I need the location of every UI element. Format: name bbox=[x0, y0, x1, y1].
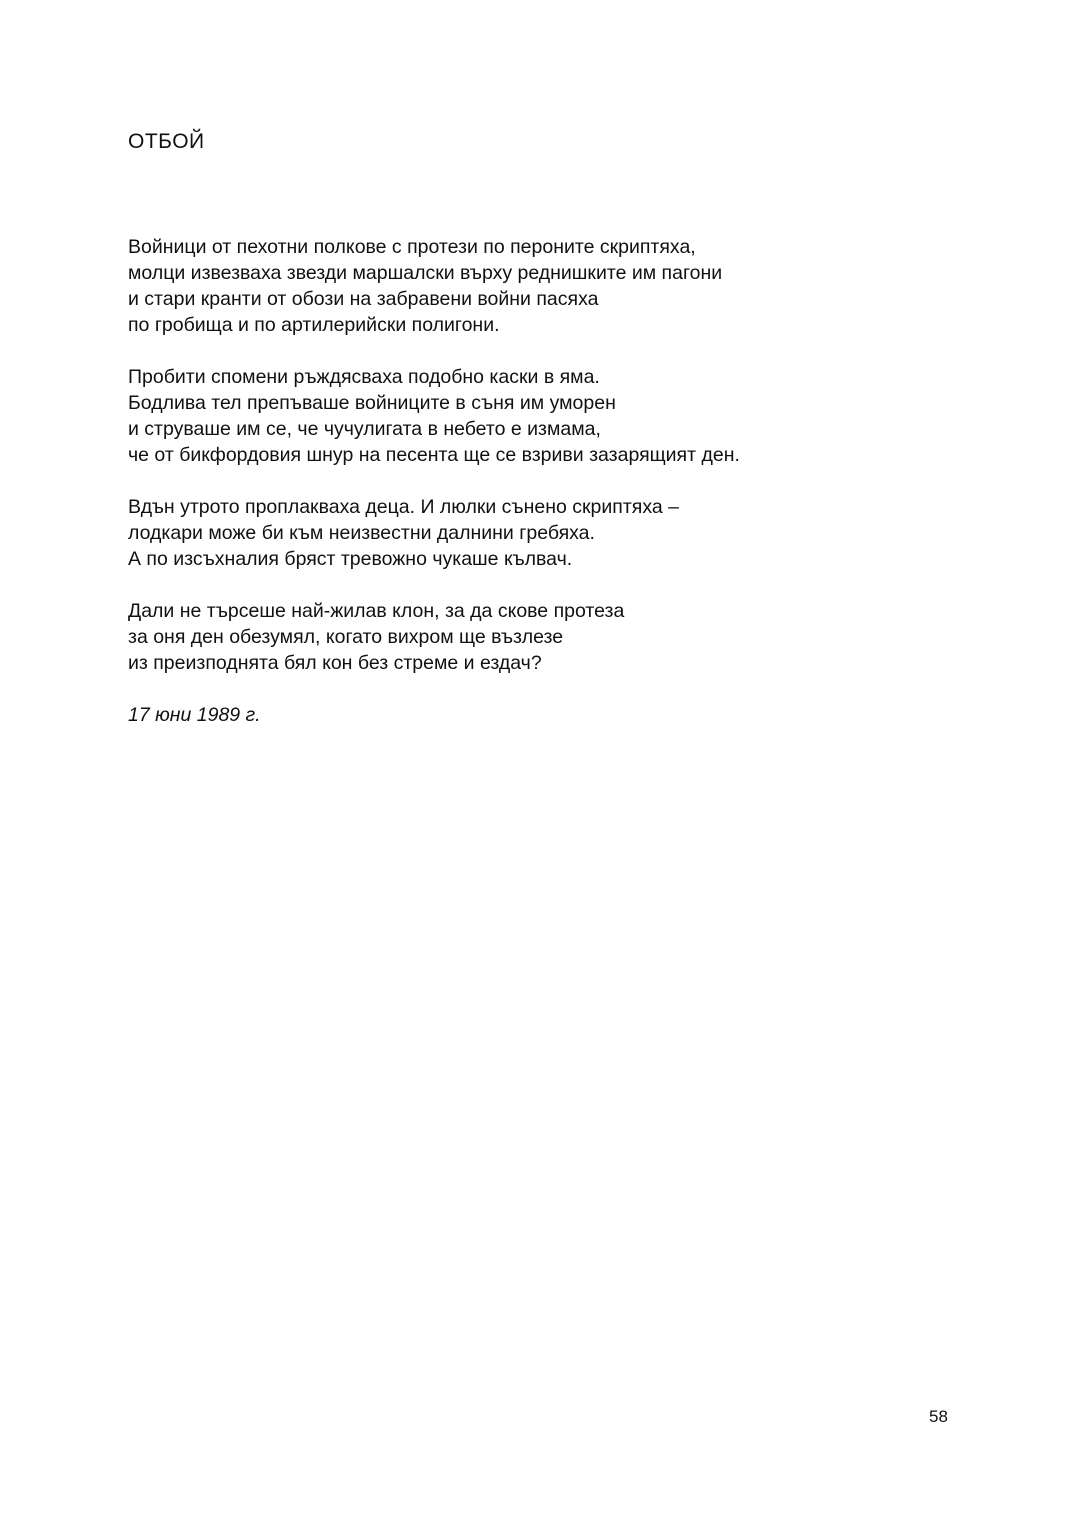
poem-line: и струваше им се, че чучулигата в небето е измама, bbox=[128, 418, 601, 440]
poem-line: лодкари може би към неизвестни далнини гребяха. bbox=[128, 522, 595, 544]
poem-line: Дали не търсеше най-жилав клон, за да скове протеза bbox=[128, 600, 625, 622]
poem-date: 17 юни 1989 г. bbox=[128, 704, 261, 726]
stanza-2 bbox=[128, 364, 908, 468]
poem-line: Вдън утрото проплакваха деца. И люлки сънено скриптяха – bbox=[128, 496, 679, 518]
poem-line: А по изсъхналия бряст тревожно чукаше кълвач. bbox=[128, 548, 573, 570]
page-number: 58 bbox=[929, 1407, 948, 1426]
poem-line: Войници от пехотни полкове с протези по пероните скриптяха, bbox=[128, 236, 696, 258]
poem-line: че от бикфордовия шнур на песента ще се взриви зазарящият ден. bbox=[128, 444, 740, 466]
stanza-3 bbox=[128, 494, 908, 572]
poem-line: по гробища и по артилерийски полигони. bbox=[128, 314, 500, 336]
poem-content bbox=[128, 129, 908, 728]
poem-line: и стари кранти от обози на забравени войни пасяха bbox=[128, 288, 599, 310]
poem-line: из преизподнята бял кон без стреме и ездач? bbox=[128, 652, 542, 674]
poem-line: молци извезваха звезди маршалски върху реднишките им пагони bbox=[128, 262, 723, 284]
poem-line: Бодлива тел препъваше войниците в съня им уморен bbox=[128, 392, 616, 414]
stanza-4 bbox=[128, 598, 908, 676]
poem-title: ОТБОЙ bbox=[128, 130, 205, 153]
poem-line: Пробити спомени ръждясваха подобно каски в яма. bbox=[128, 366, 600, 388]
stanza-1 bbox=[128, 234, 908, 338]
poem-line: за оня ден обезумял, когато вихром ще възлезе bbox=[128, 626, 564, 648]
